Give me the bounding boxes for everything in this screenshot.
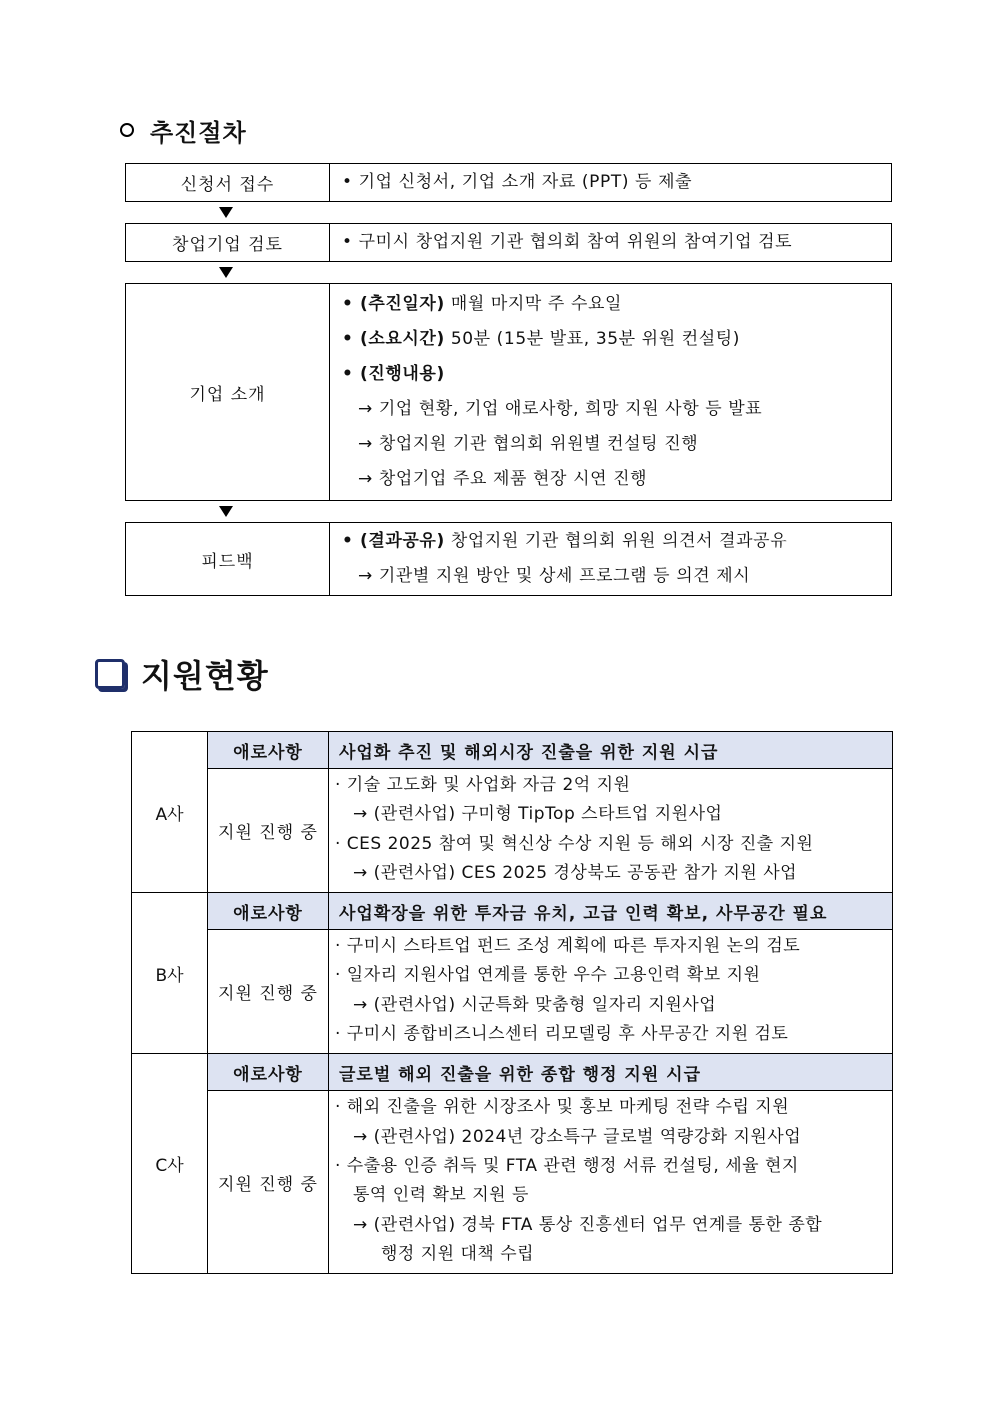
issue-text: 글로벌 해외 진출을 위한 종합 행정 지원 시급: [329, 1054, 893, 1091]
support-line: 통역 인력 확보 지원 등: [353, 1185, 529, 1206]
procedure-step-introduction: [125, 283, 892, 501]
issue-label: 애로사항: [208, 1054, 329, 1091]
support-line: · 해외 진출을 위한 시장조사 및 홍보 마케팅 전략 수립 지원: [335, 1097, 790, 1118]
section-procedure-title: [120, 112, 247, 148]
support-status-table: [131, 731, 893, 1274]
issue-label: 애로사항: [208, 732, 329, 769]
company-name: C사: [132, 1054, 208, 1274]
step-line: • (추진일자) 매월 마지막 주 수요일: [342, 294, 623, 314]
support-line: → (관련사업) CES 2025 경상북도 공동관 참가 지원 사업: [353, 862, 798, 883]
table-row: [132, 930, 893, 1054]
progress-label: 지원 진행 중: [208, 769, 329, 893]
table-row: [132, 1054, 893, 1091]
company-name: A사: [132, 732, 208, 893]
step-label: 피드백: [126, 523, 330, 595]
support-line: · 구미시 스타트업 펀드 조성 계획에 따른 투자지원 논의 검토: [335, 936, 801, 957]
step-subline: → 창업기업 주요 제품 현장 시연 진행: [358, 469, 648, 489]
step-line: • 기업 신청서, 기업 소개 자료 (PPT) 등 제출: [342, 172, 693, 192]
support-line: · 수출용 인증 취득 및 FTA 관련 행정 서류 컨설팅, 세율 현지: [335, 1155, 799, 1176]
step-subline: → 기관별 지원 방안 및 상세 프로그램 등 의견 제시: [358, 566, 751, 586]
step-label: 창업기업 검토: [126, 224, 330, 261]
issue-label: 애로사항: [208, 893, 329, 930]
procedure-step-application: [125, 163, 892, 202]
support-line: · 기술 고도화 및 사업화 자금 2억 지원: [335, 775, 631, 795]
step-subline: → 기업 현황, 기업 애로사항, 희망 지원 사항 등 발표: [358, 399, 763, 419]
progress-label: 지원 진행 중: [208, 930, 329, 1054]
table-row: [132, 732, 893, 769]
issue-text: 사업화 추진 및 해외시장 진출을 위한 지원 시급: [329, 732, 893, 769]
support-line: · 구미시 종합비즈니스센터 리모델링 후 사무공간 지원 검토: [335, 1024, 789, 1045]
section-title: 추진절차: [150, 117, 247, 147]
company-name: B사: [132, 893, 208, 1054]
table-row: [132, 769, 893, 893]
support-line: → (관련사업) 경북 FTA 통상 진흥센터 업무 연계를 통한 종합: [353, 1214, 823, 1235]
support-line: · CES 2025 참여 및 혁신상 수상 지원 등 해외 시장 진출 지원: [335, 833, 814, 854]
table-row: [132, 893, 893, 930]
step-line: • (진행내용): [342, 364, 445, 384]
square-bullet-icon: [95, 659, 125, 689]
step-label: 신청서 접수: [126, 164, 330, 201]
arrow-down-icon: [219, 207, 233, 218]
support-line: → (관련사업) 2024년 강소특구 글로벌 역량강화 지원사업: [353, 1126, 802, 1147]
procedure-step-review: [125, 223, 892, 262]
support-line: → (관련사업) 시군특화 맞춤형 일자리 지원사업: [353, 994, 717, 1015]
arrow-down-icon: [219, 267, 233, 278]
support-line: · 일자리 지원사업 연계를 통한 우수 고용인력 확보 지원: [335, 965, 761, 986]
support-line: 행정 지원 대책 수립: [381, 1243, 535, 1264]
issue-text: 사업확장을 위한 투자금 유치, 고급 인력 확보, 사무공간 필요: [329, 893, 893, 930]
support-line: → (관련사업) 구미형 TipTop 스타트업 지원사업: [353, 804, 723, 825]
step-line: • 구미시 창업지원 기관 협의회 참여 위원의 참여기업 검토: [342, 232, 793, 252]
step-line: • (소요시간) 50분 (15분 발표, 35분 위원 컨설팅): [342, 329, 741, 349]
step-label: 기업 소개: [126, 284, 330, 500]
support-details: [329, 1091, 893, 1274]
arrow-down-icon: [219, 506, 233, 517]
procedure-step-feedback: [125, 522, 892, 596]
table-row: [132, 1091, 893, 1274]
progress-label: 지원 진행 중: [208, 1091, 329, 1274]
step-subline: → 창업지원 기관 협의회 위원별 컨설팅 진행: [358, 434, 699, 454]
section-support-title: [95, 652, 269, 696]
step-line: • (결과공유) 창업지원 기관 협의회 위원 의견서 결과공유: [342, 531, 788, 551]
support-details: [329, 930, 893, 1054]
support-details: [329, 769, 893, 893]
circle-bullet-icon: [120, 123, 134, 137]
section-title: 지원현황: [141, 657, 269, 695]
